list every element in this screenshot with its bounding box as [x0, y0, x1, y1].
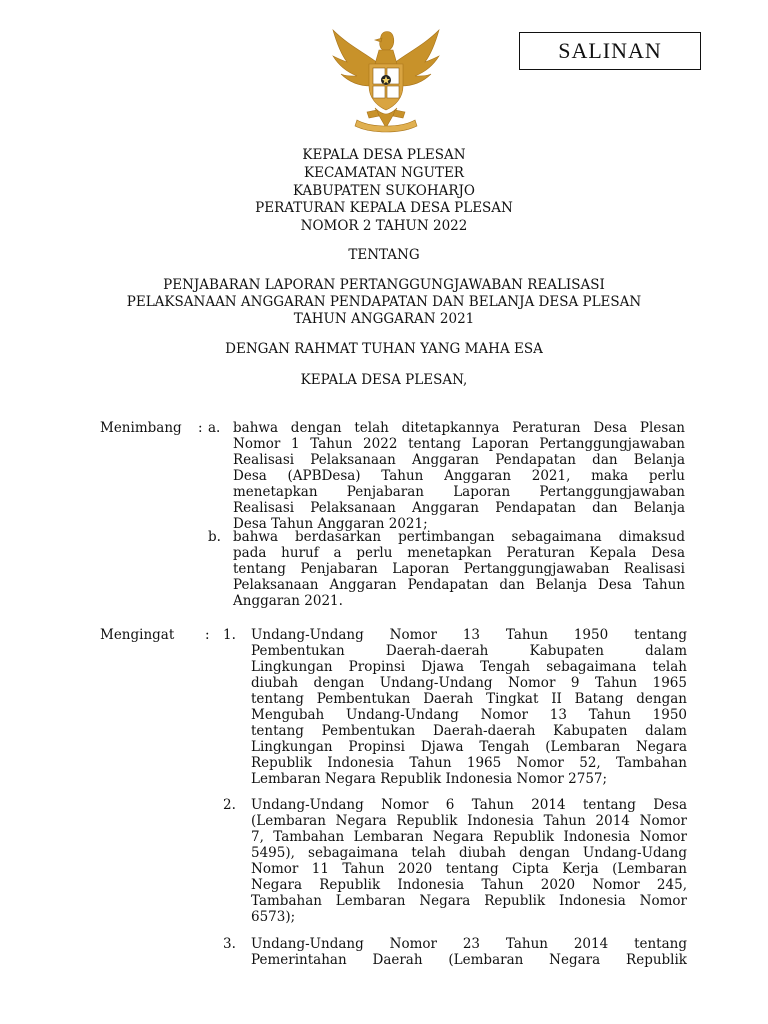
- menimbang-label: Menimbang: [100, 420, 182, 436]
- mengingat-item-line: 6573);: [251, 909, 296, 925]
- menimbang-item-line: Anggaran 2021.: [233, 593, 343, 610]
- mengingat-item-text: [251, 627, 687, 787]
- mengingat-item-line: Pemerintahan Daerah (Lembaran Negara Republik: [251, 951, 687, 968]
- header-line: PERATURAN KEPALA DESA PLESAN: [255, 200, 513, 216]
- garuda-pancasila-emblem-icon: [327, 24, 445, 139]
- mengingat-item-line: Negara Republik Indonesia Tahun 2020 Nomor 245,: [251, 877, 687, 893]
- official-title: KEPALA DESA PLESAN,: [300, 372, 468, 388]
- menimbang-item-line: tentang Penjabaran Laporan Pertanggungjawaban Realisasi: [233, 561, 685, 578]
- mengingat-item-line: Undang-Undang Nomor 23 Tahun 2014 tentang: [251, 935, 687, 952]
- mengingat-item-line: Undang-Undang Nomor 13 Tahun 1950 tentang: [251, 627, 687, 643]
- mengingat-item-marker: 2.: [223, 797, 236, 813]
- menimbang-item-line: Realisasi Pelaksanaan Anggaran Pendapatan dan Belanja: [233, 452, 685, 468]
- regulation-subject-line: PELAKSANAAN ANGGARAN PENDAPATAN DAN BELANJA DESA PLESAN: [126, 294, 642, 310]
- mengingat-item-marker: 1.: [223, 627, 236, 643]
- mengingat-item-line: Undang-Undang Nomor 6 Tahun 2014 tentang Desa: [251, 797, 687, 813]
- menimbang-colon: :: [198, 420, 203, 436]
- mengingat-item-line: Lingkungan Propinsi Djawa Tengah (Lembaran Negara: [251, 739, 687, 755]
- regulation-subject-line: TAHUN ANGGARAN 2021: [293, 311, 475, 327]
- mengingat-item-line: diubah dengan Undang-Undang Nomor 9 Tahun 1965: [251, 675, 687, 691]
- menimbang-item-line: Realisasi Pelaksanaan Anggaran Pendapatan dan Belanja: [233, 500, 685, 516]
- menimbang-item-line: Desa Tahun Anggaran 2021;: [233, 516, 428, 532]
- header-line: NOMOR 2 TAHUN 2022: [300, 218, 468, 234]
- mengingat-item-line: Republik Indonesia Tahun 1965 Nomor 52, Tambahan: [251, 755, 687, 771]
- menimbang-item-marker: b.: [208, 529, 221, 546]
- mengingat-item-line: tentang Pembentukan Daerah Tingkat II Batang dengan: [251, 691, 687, 707]
- tentang-heading: TENTANG: [348, 247, 420, 263]
- menimbang-item-line: Nomor 1 Tahun 2022 tentang Laporan Pertanggungjawaban: [233, 436, 685, 452]
- menimbang-item-text: [233, 529, 685, 609]
- mengingat-item-line: 7, Tambahan Lembaran Negara Republik Indonesia Nomor: [251, 829, 687, 845]
- menimbang-item-line: menetapkan Penjabaran Laporan Pertanggungjawaban: [233, 484, 685, 500]
- menimbang-item-line: pada huruf a perlu menetapkan Peraturan Kepala Desa: [233, 545, 685, 562]
- mengingat-item-marker: 3.: [223, 935, 236, 952]
- header-line: KEPALA DESA PLESAN: [302, 147, 466, 163]
- mengingat-item-line: Pembentukan Daerah-daerah Kabupaten dalam: [251, 643, 687, 659]
- menimbang-item-line: Pelaksanaan Anggaran Pendapatan dan Belanja Desa Tahun: [233, 577, 685, 594]
- menimbang-item-line: bahwa berdasarkan pertimbangan sebagaimana dimaksud: [233, 529, 685, 546]
- mengingat-label: Mengingat: [100, 627, 175, 643]
- salinan-stamp: SALINAN: [519, 32, 701, 70]
- regulation-subject-line: PENJABARAN LAPORAN PERTANGGUNGJAWABAN REALISASI: [163, 277, 605, 293]
- mengingat-item-line: tentang Pembentukan Daerah-daerah Kabupaten dalam: [251, 723, 687, 739]
- menimbang-item-line: Desa (APBDesa) Tahun Anggaran 2021, maka perlu: [233, 468, 685, 484]
- mengingat-item-line: Tambahan Lembaran Negara Republik Indonesia Nomor: [251, 893, 687, 909]
- mengingat-item-line: Lingkungan Propinsi Djawa Tengah sebagaimana telah: [251, 659, 687, 675]
- menimbang-item-line: bahwa dengan telah ditetapkannya Peraturan Desa Plesan: [233, 420, 685, 436]
- mengingat-item-line: (Lembaran Negara Republik Indonesia Tahun 2014 Nomor: [251, 813, 687, 829]
- header-line: KECAMATAN NGUTER: [304, 165, 464, 181]
- mengingat-colon: :: [205, 627, 210, 643]
- mengingat-item-text: [251, 936, 687, 968]
- mengingat-item-line: Nomor 11 Tahun 2020 tentang Cipta Kerja (Lembaran: [251, 861, 687, 877]
- menimbang-item-marker: a.: [208, 420, 221, 436]
- menimbang-item-text: [233, 420, 685, 532]
- mengingat-item-line: Lembaran Negara Republik Indonesia Nomor 2757;: [251, 771, 608, 787]
- invocation-line: DENGAN RAHMAT TUHAN YANG MAHA ESA: [225, 341, 543, 357]
- mengingat-item-text: [251, 797, 687, 925]
- mengingat-item-line: Mengubah Undang-Undang Nomor 13 Tahun 1950: [251, 707, 687, 723]
- mengingat-item-line: 5495), sebagaimana telah diubah dengan Undang-Udang: [251, 845, 687, 861]
- header-line: KABUPATEN SUKOHARJO: [293, 183, 475, 199]
